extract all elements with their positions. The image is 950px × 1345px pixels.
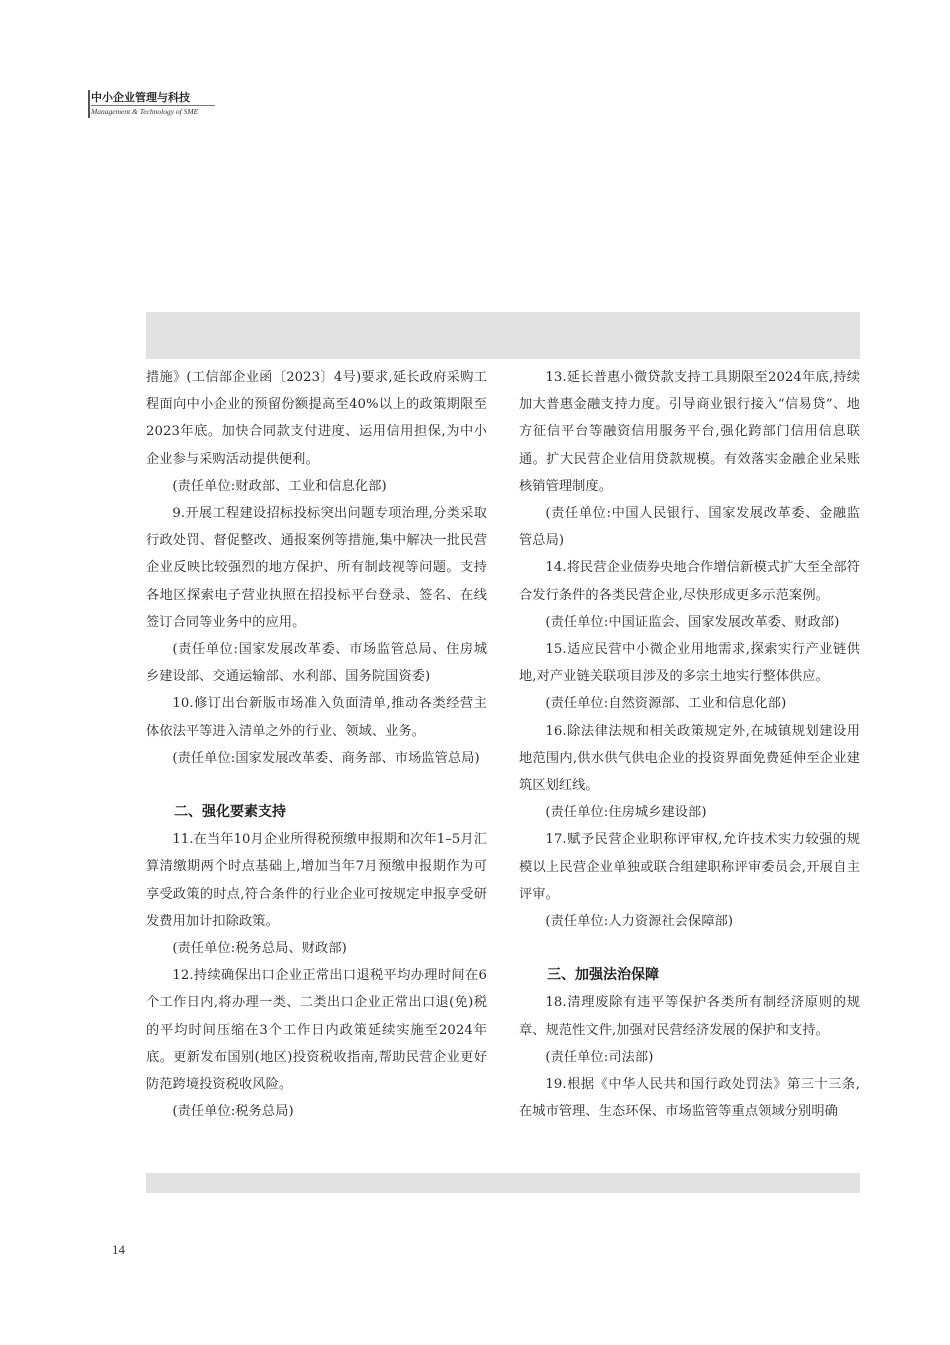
paragraph: 12.持续确保出口企业正常出口退税平均办理时间在6个工作日内,将办理一类、二类出口企业正常出口退(免)税的平均时间压缩在3个工作日内政策延续实施至2024年底。更新发布国别(地区)投资税收指南,帮助民营企业更好防范跨境投资税收风险。 — [146, 968, 487, 1093]
page-number: 14 — [112, 1242, 125, 1257]
journal-header — [91, 90, 215, 117]
paragraph: 17.赋予民营企业职称评审权,允许技术实力较强的规模以上民营企业单独或联合组建职称评审委员会,开展自主评审。 — [519, 832, 860, 902]
paragraph: 15.适应民营中小微企业用地需求,探索实行产业链供地,对产业链关联项目涉及的多宗土地实行整体供应。 — [519, 642, 860, 685]
paragraph: 13.延长普惠小微贷款支持工具期限至2024年底,持续加大普惠金融支持力度。引导商业银行接入“信易贷”、地方征信平台等融资信用服务平台,强化跨部门信用信息联通。扩大民营企业信用贷款规模。有效落实金融企业呆账核销管理制度。 — [519, 370, 860, 494]
left-column — [146, 364, 487, 1125]
paragraph: (责任单位:自然资源部、工业和信息化部) — [545, 696, 787, 712]
paragraph: (责任单位:国家发展改革委、商务部、市场监管总局) — [172, 750, 480, 766]
right-column — [519, 364, 860, 1125]
bottom-gray-band — [146, 1173, 860, 1193]
paragraph: (责任单位:人力资源社会保障部) — [545, 914, 734, 930]
paragraph: (责任单位:中国证监会、国家发展改革委、财政部) — [545, 614, 840, 630]
paragraph: 9.开展工程建设招标投标突出问题专项治理,分类采取行政处罚、督促整改、通报案例等措施,集中解决一批民营企业反映比较强烈的地方保护、所有制歧视等问题。支持各地区探索电子营业执照在招投标平台登录、签名、在线签订合同等业务中的应用。 — [146, 506, 487, 630]
journal-title-en: Management & Technology of SME — [91, 105, 215, 117]
header-rule — [88, 90, 90, 118]
paragraph: (责任单位:国家发展改革委、市场监管总局、住房城乡建设部、交通运输部、水利部、国务院国资委) — [146, 642, 487, 685]
paragraph: (责任单位:司法部) — [545, 1049, 654, 1065]
paragraph: 19.根据《中华人民共和国行政处罚法》第三十三条,在城市管理、生态环保、市场监管等重点领域分别明确 — [519, 1077, 860, 1120]
paragraph: (责任单位:税务总局) — [172, 1104, 294, 1120]
paragraph: (责任单位:财政部、工业和信息化部) — [172, 478, 387, 494]
paragraph: 14.将民营企业债券央地合作增信新模式扩大至全部符合发行条件的各类民营企业,尽快形成更多示范案例。 — [519, 560, 860, 603]
paragraph: (责任单位:住房城乡建设部) — [545, 805, 707, 821]
paragraph: 11.在当年10月企业所得税预缴申报期和次年1–5月汇算清缴期两个时点基础上,增加当年7月预缴申报期作为可享受政策的时点,符合条件的行业企业可按规定申报享受研发费用加计扣除政策。 — [146, 832, 487, 929]
section-gap — [519, 935, 860, 962]
paragraph: (责任单位:税务总局、财政部) — [172, 941, 347, 957]
section-heading: 三、加强法治保障 — [547, 967, 659, 984]
paragraph: 18.清理废除有违平等保护各类所有制经济原则的规章、规范性文件,加强对民营经济发展的保护和支持。 — [519, 995, 860, 1038]
paragraph: 措施》(工信部企业函〔2023〕4号)要求,延长政府采购工程面向中小企业的预留份额提高至40%以上的政策期限至2023年底。加快合同款支付进度、运用信用担保,为中小企业参与采购活动提供便利。 — [146, 370, 487, 467]
section-gap — [146, 772, 487, 799]
paragraph: 16.除法律法规和相关政策规定外,在城镇规划建设用地范围内,供水供气供电企业的投资界面免费延伸至企业建筑区划红线。 — [519, 723, 860, 794]
paragraph: 10.修订出台新版市场准入负面清单,推动各类经营主体依法平等进入清单之外的行业、领域、业务。 — [146, 696, 487, 739]
top-gray-band — [146, 312, 860, 359]
section-heading: 二、强化要素支持 — [174, 804, 286, 821]
journal-title-cn: 中小企业管理与科技 — [91, 91, 190, 104]
paragraph: (责任单位:中国人民银行、国家发展改革委、金融监管总局) — [519, 506, 860, 549]
